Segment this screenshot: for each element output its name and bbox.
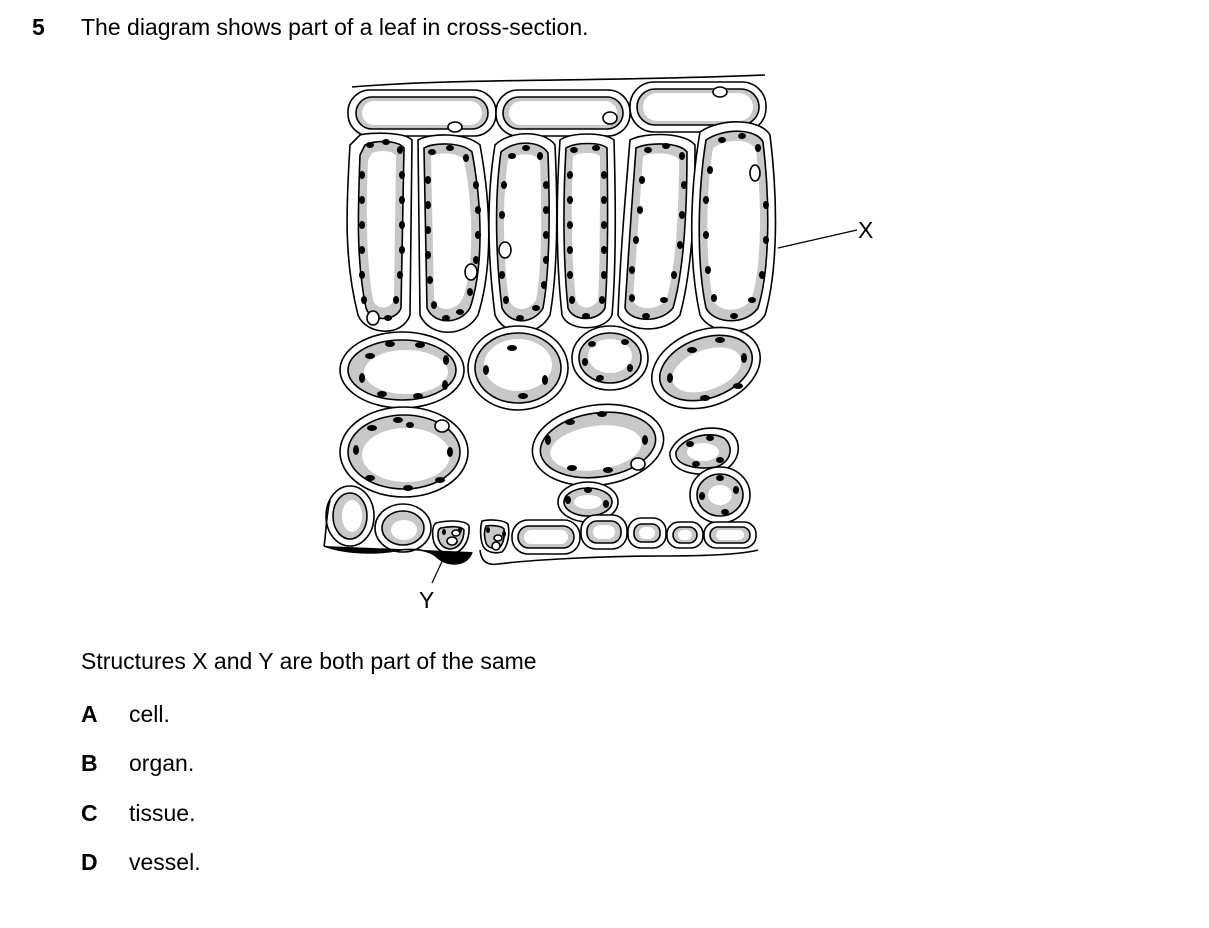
upper-epidermis (348, 82, 766, 136)
label-x: X (858, 217, 874, 243)
option-letter: C (81, 800, 98, 826)
leaf-cross-section-diagram (300, 60, 900, 620)
option-text: vessel. (129, 849, 201, 875)
question-stem: Structures X and Y are both part of the same (81, 648, 537, 674)
spongy-mesophyll (340, 313, 772, 523)
leaf-cells (324, 75, 775, 564)
palisade-layer (347, 122, 775, 332)
option-letter: B (81, 750, 98, 776)
option-text: organ. (129, 750, 195, 776)
question-number: 5 (32, 14, 45, 40)
option-text: cell. (129, 701, 170, 727)
label-x-leader-line (778, 230, 857, 248)
option-letter: A (81, 701, 98, 727)
question-text: The diagram shows part of a leaf in cross-section. (81, 14, 589, 40)
label-y: Y (419, 587, 435, 613)
option-text: tissue. (129, 800, 196, 826)
leaf-diagram-svg (300, 60, 900, 620)
option-letter: D (81, 849, 98, 875)
